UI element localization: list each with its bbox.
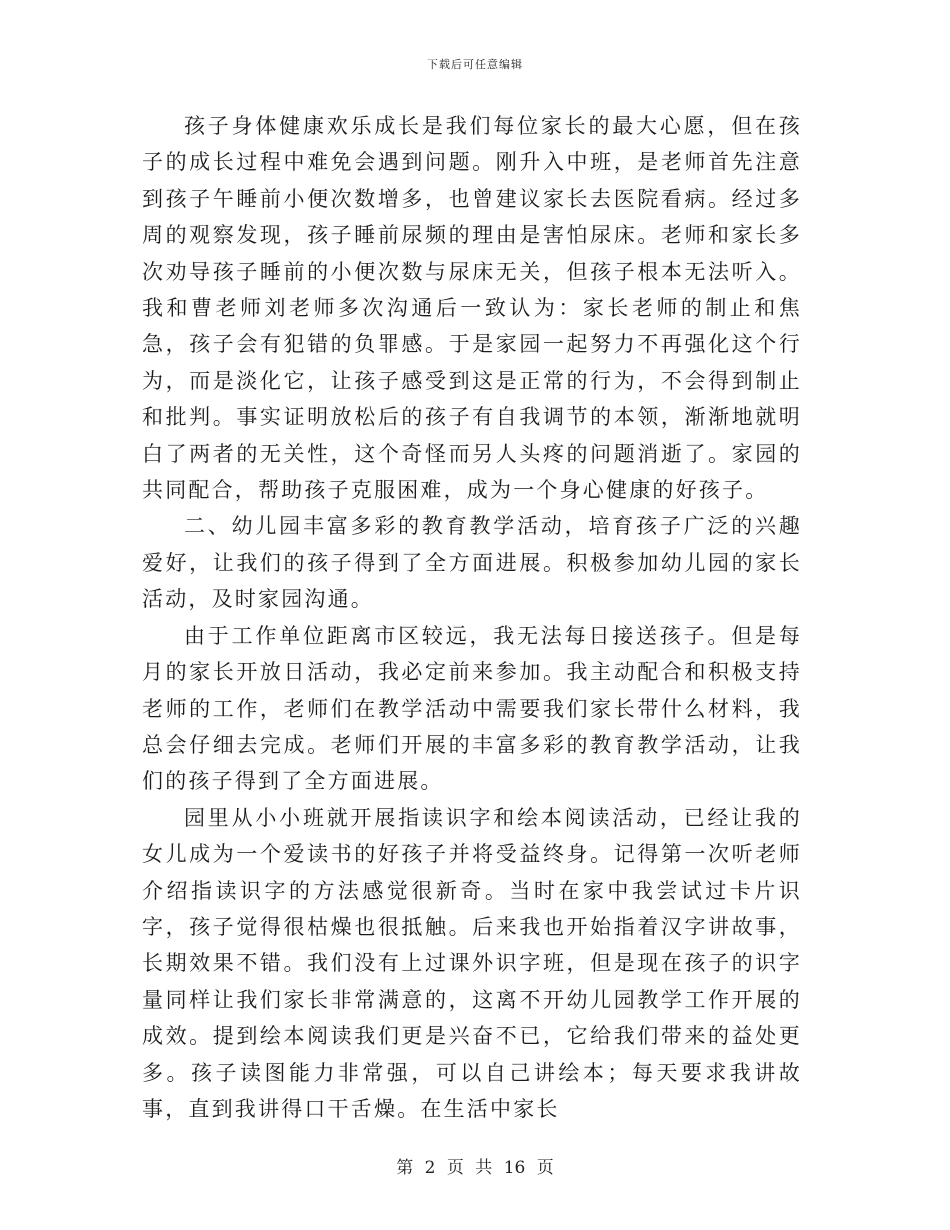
paragraph: 由于工作单位距离市区较远，我无法每日接送孩子。但是每月的家长开放日活动，我必定前来参加。我主动配合和积极支持老师的工作，老师们在教学活动中需要我们家长带什么材料，我总会仔细去完成。老师们开展的丰富多彩的教育教学活动，让我们的孩子得到了全方面进展。 <box>142 623 802 794</box>
paragraph: 园里从小小班就开展指读识字和绘本阅读活动，已经让我的女儿成为一个爱读书的好孩子并将受益终身。记得第一次听老师介绍指读识字的方法感觉很新奇。当时在家中我尝试过卡片识字，孩子觉得很枯燥也很抵触。后来我也开始指着汉字讲故事，长期效果不错。我们没有上过课外识字班，但是现在孩子的识字量同样让我们家长非常满意的，这离不开幼儿园教学工作开展的成效。提到绘本阅读我们更是兴奋不已，它给我们带来的益处更多。孩子读图能力非常强，可以自己讲绘本；每天要求我讲故事，直到我讲得口干舌燥。在生活中家长 <box>142 805 802 1121</box>
page-header-note: 下载后可任意编辑 <box>427 58 523 71</box>
paragraph: 孩子身体健康欢乐成长是我们每位家长的最大心愿，但在孩子的成长过程中难免会遇到问题。刚升入中班，是老师首先注意到孩子午睡前小便次数增多，也曾建议家长去医院看病。经过多周的观察发现，孩子睡前尿频的理由是害怕尿床。老师和家长多次劝导孩子睡前的小便次数与尿床无关，但孩子根本无法听入。我和曹老师刘老师多次沟通后一致认为：家长老师的制止和焦急，孩子会有犯错的负罪感。于是家园一起努力不再强化这个行为，而是淡化它，让孩子感受到这是正常的行为，不会得到制止和批判。事实证明放松后的孩子有自我调节的本领，渐渐地就明白了两者的无关性，这个奇怪而另人头疼的问题消逝了。家园的共同配合，帮助孩子克服困难，成为一个身心健康的好孩子。 <box>142 114 802 503</box>
paragraph: 二、幼儿园丰富多彩的教育教学活动，培育孩子广泛的兴趣爱好，让我们的孩子得到了全方面进展。积极参加幼儿园的家长活动，及时家园沟通。 <box>142 514 802 612</box>
document-body <box>142 108 802 1127</box>
page-number-footer: 第 2 页 共 16 页 <box>396 1158 554 1178</box>
